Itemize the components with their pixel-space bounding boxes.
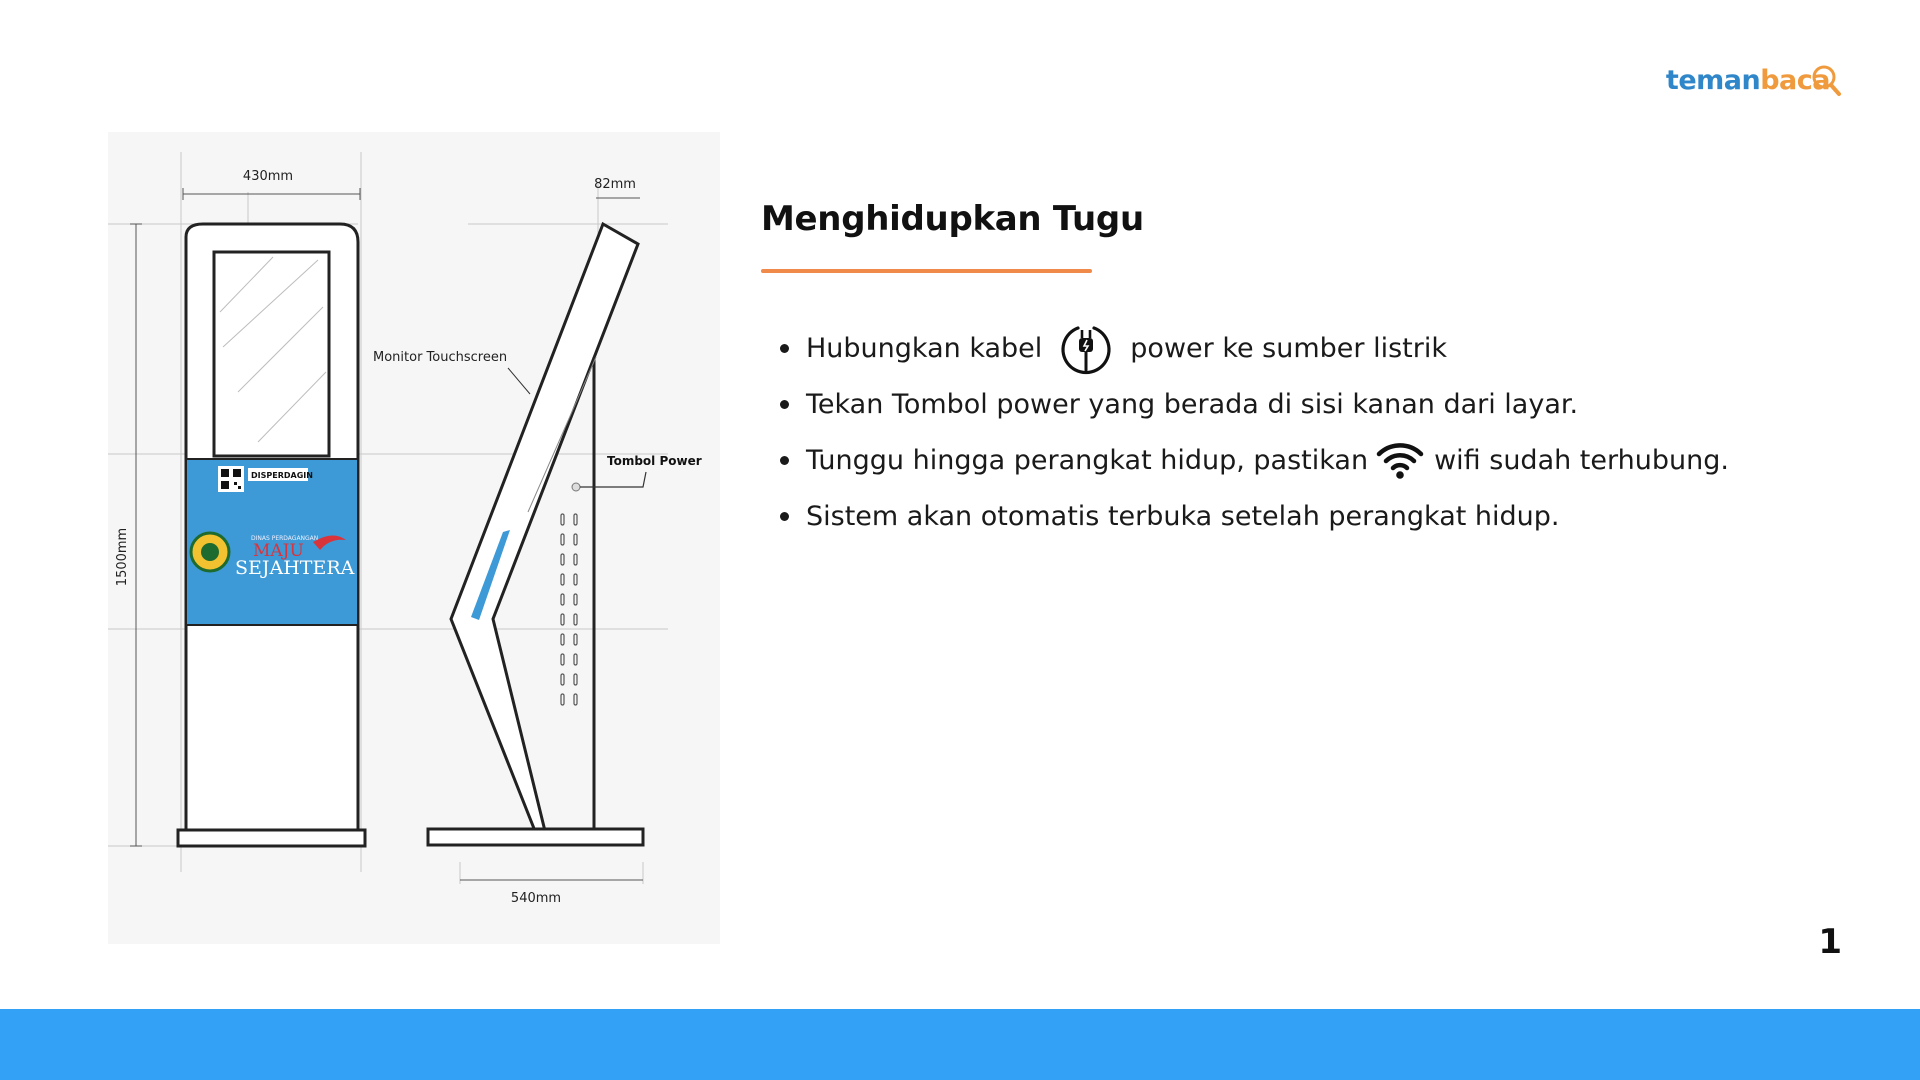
power-button-marker <box>572 483 580 491</box>
dimension-base <box>460 880 643 906</box>
kiosk-side-view <box>373 224 702 845</box>
instruction-list <box>780 320 1820 544</box>
kiosk-front-view <box>178 224 365 846</box>
label-monitor-touchscreen: Monitor Touchscreen <box>373 350 508 365</box>
step-1-text-after: power ke sumber listrik <box>1130 332 1447 364</box>
dimension-height <box>115 224 142 846</box>
dimension-width-label: 430mm <box>242 169 294 184</box>
qr-code <box>218 466 244 492</box>
label-tombol-power: Tombol Power <box>607 454 702 468</box>
bullet-dot <box>780 512 789 521</box>
government-emblem-icon <box>191 533 229 571</box>
step-4-text: Sistem akan otomatis terbuka setelah perangkat hidup. <box>806 500 1560 532</box>
list-item <box>780 432 1820 488</box>
step-2-text: Tekan Tombol power yang berada di sisi kanan dari layar. <box>806 388 1579 420</box>
power-plug-icon <box>1058 320 1114 376</box>
kiosk-drawing <box>108 132 720 944</box>
footer-bar <box>0 1009 1920 1080</box>
panel-badge-text: DISPERDAGIN <box>251 471 313 480</box>
logo-text-baca: baca <box>1760 64 1830 96</box>
list-item <box>780 488 1820 544</box>
dimension-depth-label: 82mm <box>594 177 636 192</box>
panel-maju-text: MAJU <box>253 541 304 561</box>
page-number: 1 <box>1818 922 1842 962</box>
logo-text-teman: teman <box>1665 64 1761 96</box>
dimension-width <box>183 169 360 200</box>
step-3-text-before: Tunggu hingga perangkat hidup, pastikan <box>806 444 1369 476</box>
dimension-base-label: 540mm <box>510 891 562 906</box>
temanbaca-logo <box>1666 62 1842 98</box>
title-underline <box>761 269 1092 273</box>
list-item <box>780 376 1820 432</box>
wifi-icon <box>1376 440 1424 480</box>
bullet-dot <box>780 456 789 465</box>
bullet-dot <box>780 400 789 409</box>
page-title: Menghidupkan Tugu <box>761 199 1144 239</box>
dimension-height-label: 1500mm <box>115 527 130 587</box>
step-1-text-before: Hubungkan kabel <box>806 332 1043 364</box>
bullet-dot <box>780 344 789 353</box>
magnifier-icon <box>1812 64 1842 98</box>
dimension-depth <box>594 177 640 198</box>
panel-sejahtera-text: SEJAHTERA <box>235 557 355 579</box>
list-item <box>780 320 1820 376</box>
step-3-text-after: wifi sudah terhubung. <box>1434 444 1729 476</box>
panel-small-text: DINAS PERDAGANGAN <box>251 535 319 542</box>
